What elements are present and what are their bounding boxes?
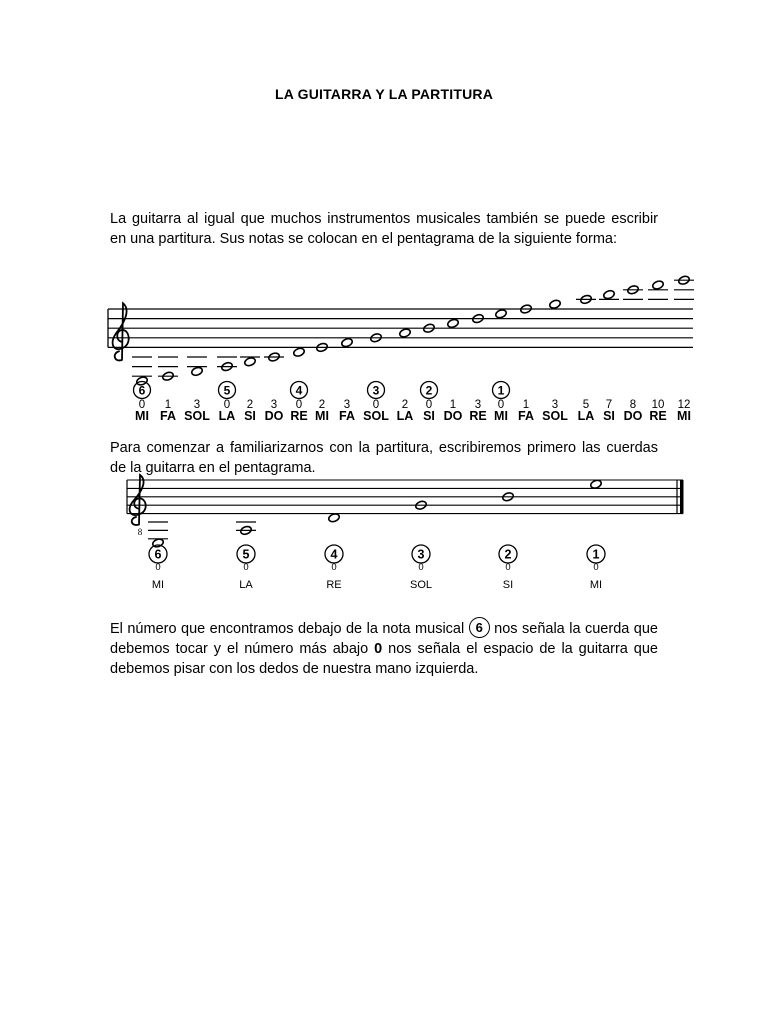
clef-octave-mark: 8 xyxy=(137,527,143,537)
fret-number: 0 xyxy=(331,562,337,573)
string-circle-4 xyxy=(325,545,343,563)
fret-number: 2 xyxy=(401,399,409,411)
note-name: LA xyxy=(577,409,595,423)
final-barline-thick xyxy=(680,480,684,514)
fret-number: 3 xyxy=(270,399,278,411)
treble-clef-icon xyxy=(130,475,146,525)
note-name: DO xyxy=(264,409,284,423)
note-name: LA xyxy=(218,409,236,423)
intro-paragraph: La guitarra al igual que muchos instrumentos musicales también se puede escribir en una partitura. Sus notas se colocan en el pentagrama de la siguiente forma: xyxy=(110,211,658,247)
explanation-paragraph xyxy=(110,619,658,679)
note-name: RE xyxy=(649,409,667,423)
string-number-icon: 6 xyxy=(469,617,490,638)
note-name: DO xyxy=(623,409,643,423)
string-circle-2 xyxy=(499,545,517,563)
note-name: FA xyxy=(339,409,355,423)
fret-number: 1 xyxy=(449,399,457,411)
fret-number: 0 xyxy=(425,399,433,411)
note-name: SOL xyxy=(363,409,389,423)
explanation-part3: nos señala el espacio de la guitarra que debemos pisar con los dedos de nuestra mano izquierda. xyxy=(110,641,658,677)
fret-number: 0 xyxy=(155,562,161,573)
svg-text:2: 2 xyxy=(425,383,433,398)
note-name: MI xyxy=(315,409,329,423)
fret-number: 0 xyxy=(243,562,249,573)
note-name: MI xyxy=(589,579,603,591)
svg-text:5: 5 xyxy=(223,383,231,398)
fret-number: 7 xyxy=(605,399,613,411)
fret-number: 1 xyxy=(522,399,530,411)
note-name: LA xyxy=(239,579,253,591)
fret-number: 1 xyxy=(164,399,172,411)
note-name: RE xyxy=(290,409,308,423)
svg-text:4: 4 xyxy=(330,547,338,562)
note-head xyxy=(236,522,256,536)
fret-number: 3 xyxy=(474,399,482,411)
fret-number: 5 xyxy=(582,399,590,411)
svg-text:3: 3 xyxy=(417,547,425,562)
fret-number: 0 xyxy=(372,399,380,411)
fret-number: 2 xyxy=(246,399,254,411)
strings-paragraph: Para comenzar a familiarizarnos con la partitura, escribiremos primero las cuerdas de la guitarra en el pentagrama. xyxy=(110,440,658,476)
note-name: LA xyxy=(396,409,414,423)
note-name: SI xyxy=(502,579,514,591)
note-name: DO xyxy=(443,409,463,423)
explanation-part1: El número que encontramos debajo de la nota musical xyxy=(110,621,469,637)
note-name: MI xyxy=(494,409,508,423)
fret-number: 12 xyxy=(677,399,691,411)
string-circle-3 xyxy=(412,545,430,563)
svg-text:4: 4 xyxy=(295,383,303,398)
note-head xyxy=(148,522,168,548)
fret-number: 0 xyxy=(418,562,424,573)
svg-text:1: 1 xyxy=(497,383,505,398)
note-name: MI xyxy=(677,409,691,423)
svg-text:3: 3 xyxy=(372,383,380,398)
note-name: SI xyxy=(244,409,256,423)
fret-number: 0 xyxy=(505,562,511,573)
string-circle-5 xyxy=(237,545,255,563)
fret-number: 3 xyxy=(343,399,351,411)
explanation-part2: nos señala la cuerda que debemos tocar y el número más abajo xyxy=(110,621,658,657)
fret-number: 8 xyxy=(629,399,637,411)
fret-number: 0 xyxy=(295,399,303,411)
fret-number: 0 xyxy=(497,399,505,411)
note-name: SI xyxy=(423,409,435,423)
fret-number: 2 xyxy=(318,399,326,411)
fret-number: 10 xyxy=(651,399,665,411)
svg-text:5: 5 xyxy=(242,547,250,562)
note-name: FA xyxy=(160,409,176,423)
note-name: RE xyxy=(469,409,487,423)
svg-text:1: 1 xyxy=(592,547,600,562)
fret-number: 0 xyxy=(138,399,146,411)
string-circle-1 xyxy=(587,545,605,563)
note-name: RE xyxy=(326,579,342,591)
svg-text:6: 6 xyxy=(154,547,162,562)
fret-number: 3 xyxy=(551,399,559,411)
fret-number: 0 xyxy=(593,562,599,573)
note-name: SI xyxy=(603,409,615,423)
fret-zero-bold: 0 xyxy=(374,641,383,657)
page-title: LA GUITARRA Y LA PARTITURA xyxy=(274,86,494,102)
note-name: FA xyxy=(518,409,534,423)
fret-number: 3 xyxy=(193,399,201,411)
note-name: SOL xyxy=(409,579,433,591)
note-name: MI xyxy=(151,579,165,591)
svg-text:2: 2 xyxy=(504,547,512,562)
string-circle-6 xyxy=(149,545,167,563)
note-name: MI xyxy=(135,409,149,423)
svg-text:6: 6 xyxy=(138,383,146,398)
note-name: SOL xyxy=(542,409,568,423)
fret-number: 0 xyxy=(223,399,231,411)
note-name: SOL xyxy=(184,409,210,423)
